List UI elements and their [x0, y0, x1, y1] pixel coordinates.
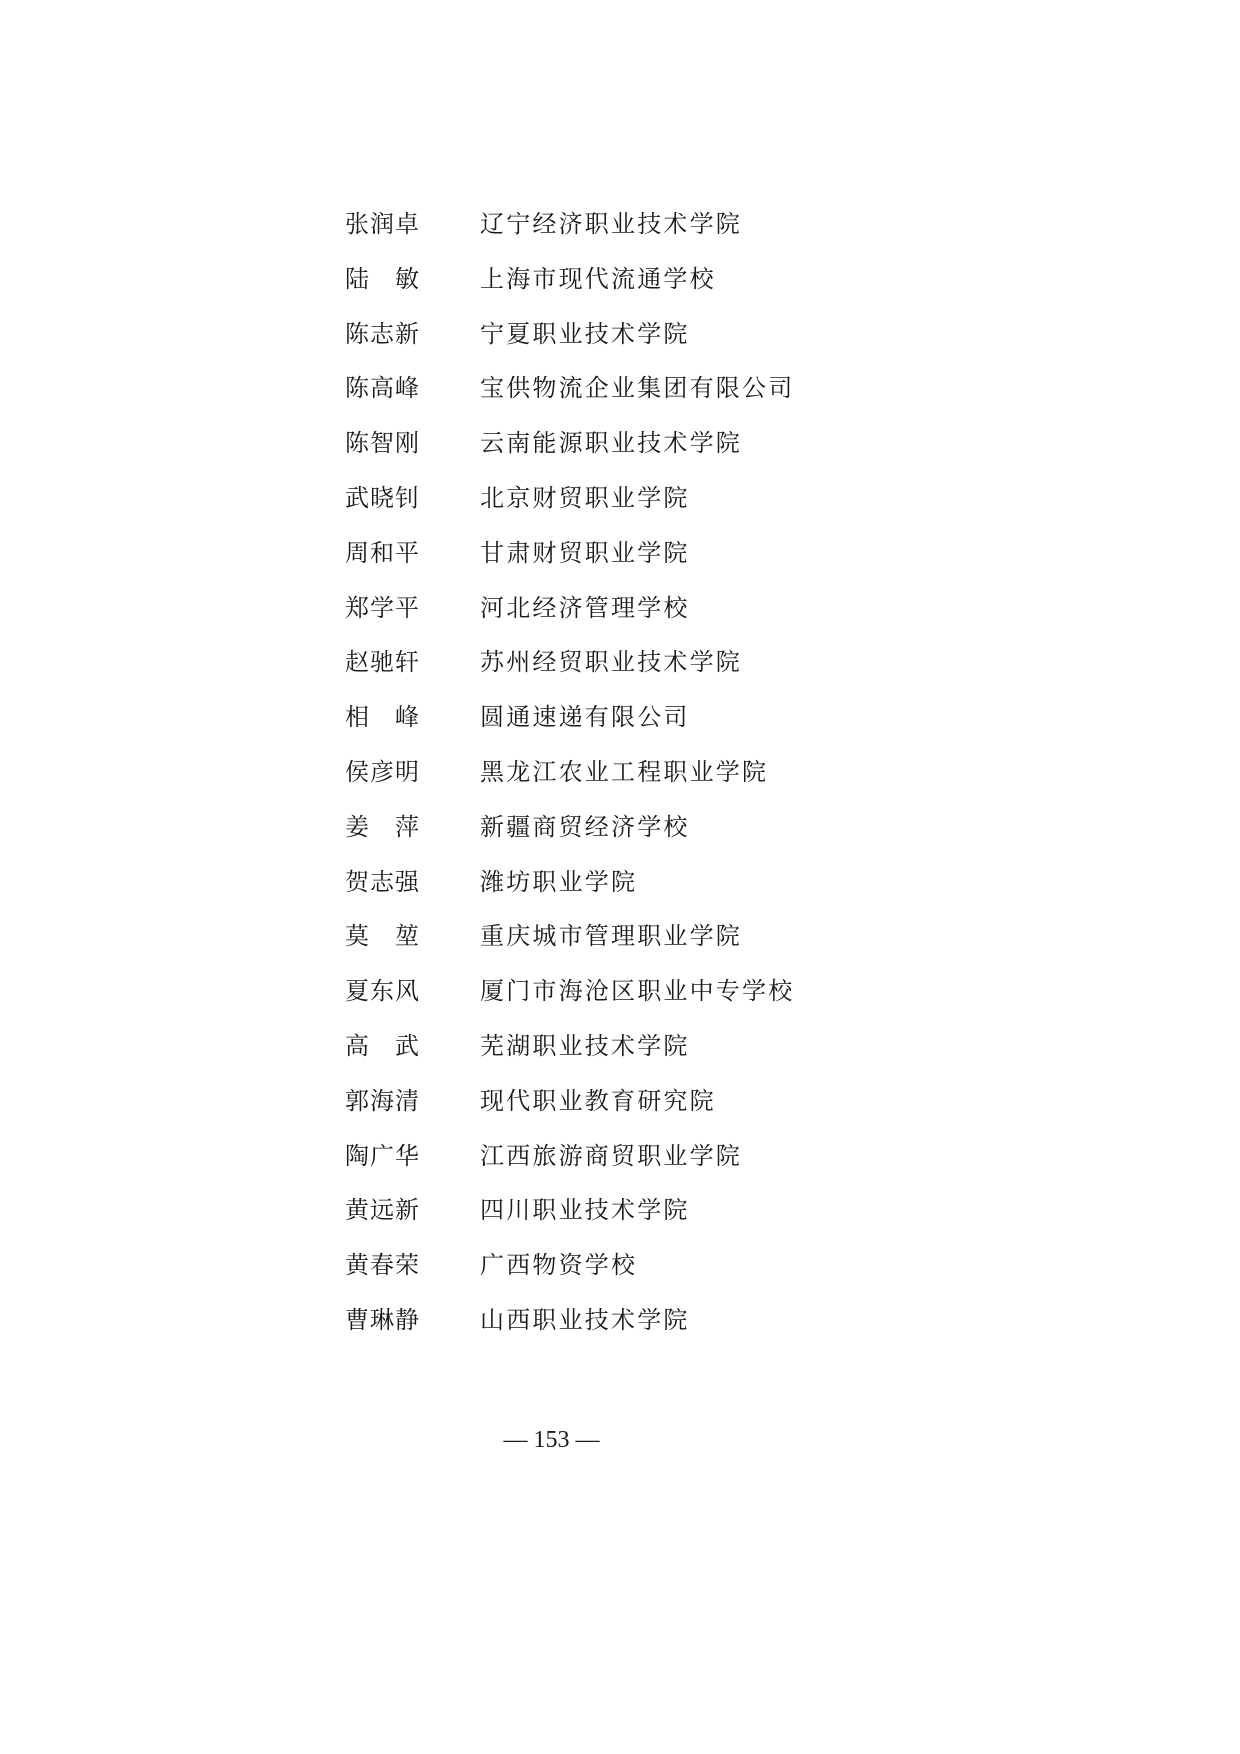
roster-row	[345, 471, 865, 526]
person-name: 莫 堃	[345, 922, 420, 951]
roster-row	[345, 800, 865, 855]
organization-name: 河北经济管理学校	[480, 593, 690, 622]
person-name: 陶广华	[345, 1141, 420, 1170]
roster-row	[345, 964, 865, 1019]
roster-row	[345, 307, 865, 362]
person-name: 陆 敏	[345, 264, 420, 293]
person-name: 陈高峰	[345, 374, 420, 403]
organization-name: 辽宁经济职业技术学院	[480, 210, 742, 238]
person-name: 黄远新	[345, 1196, 420, 1225]
person-name: 陈志新	[345, 319, 420, 348]
roster-row	[345, 1074, 865, 1129]
organization-name: 苏州经贸职业技术学院	[480, 648, 742, 677]
organization-name: 江西旅游商贸职业学院	[480, 1141, 742, 1170]
roster-row	[345, 1129, 865, 1184]
organization-name: 黑龙江农业工程职业学院	[480, 757, 769, 786]
roster-row	[345, 1019, 865, 1074]
organization-name: 现代职业教育研究院	[480, 1086, 716, 1115]
person-name: 相 峰	[345, 703, 420, 732]
person-name: 高 武	[345, 1031, 420, 1060]
page-number: — 153 —	[503, 1427, 600, 1453]
roster-row	[345, 361, 865, 416]
person-name: 曹琳静	[345, 1305, 420, 1334]
person-name: 郭海清	[345, 1086, 420, 1115]
organization-name: 宁夏职业技术学院	[480, 319, 690, 348]
organization-name: 云南能源职业技术学院	[480, 429, 742, 458]
organization-name: 潍坊职业学院	[480, 867, 638, 896]
person-name: 陈智刚	[345, 429, 420, 458]
organization-name: 宝供物流企业集团有限公司	[480, 374, 795, 403]
organization-name: 圆通速递有限公司	[480, 703, 690, 732]
organization-name: 芜湖职业技术学院	[480, 1031, 690, 1060]
roster-row	[345, 416, 865, 471]
roster-row	[345, 252, 865, 307]
person-name: 黄春荣	[345, 1251, 420, 1280]
organization-name: 四川职业技术学院	[480, 1196, 690, 1225]
name-roster	[345, 197, 865, 1348]
person-name: 武晓钊	[345, 483, 420, 512]
person-name: 郑学平	[345, 593, 420, 622]
roster-row	[345, 1183, 865, 1238]
organization-name: 北京财贸职业学院	[480, 483, 690, 512]
roster-row	[345, 690, 865, 745]
organization-name: 新疆商贸经济学校	[480, 812, 690, 841]
person-name: 姜 萍	[345, 812, 420, 841]
roster-row	[345, 526, 865, 581]
organization-name: 上海市现代流通学校	[480, 264, 716, 293]
roster-row	[345, 909, 865, 964]
roster-row	[345, 745, 865, 800]
person-name: 赵驰轩	[345, 648, 420, 677]
roster-row	[345, 1293, 865, 1348]
organization-name: 厦门市海沧区职业中专学校	[480, 977, 795, 1006]
organization-name: 甘肃财贸职业学院	[480, 538, 690, 567]
roster-row	[345, 855, 865, 910]
roster-row	[345, 635, 865, 690]
person-name: 张润卓	[345, 210, 420, 238]
organization-name: 广西物资学校	[480, 1251, 638, 1280]
roster-row	[345, 1238, 865, 1293]
organization-name: 重庆城市管理职业学院	[480, 922, 742, 951]
person-name: 贺志强	[345, 867, 420, 896]
organization-name: 山西职业技术学院	[480, 1305, 690, 1334]
roster-row	[345, 581, 865, 636]
person-name: 周和平	[345, 538, 420, 567]
roster-row	[345, 197, 865, 252]
person-name: 夏东风	[345, 977, 420, 1006]
person-name: 侯彦明	[345, 757, 420, 786]
